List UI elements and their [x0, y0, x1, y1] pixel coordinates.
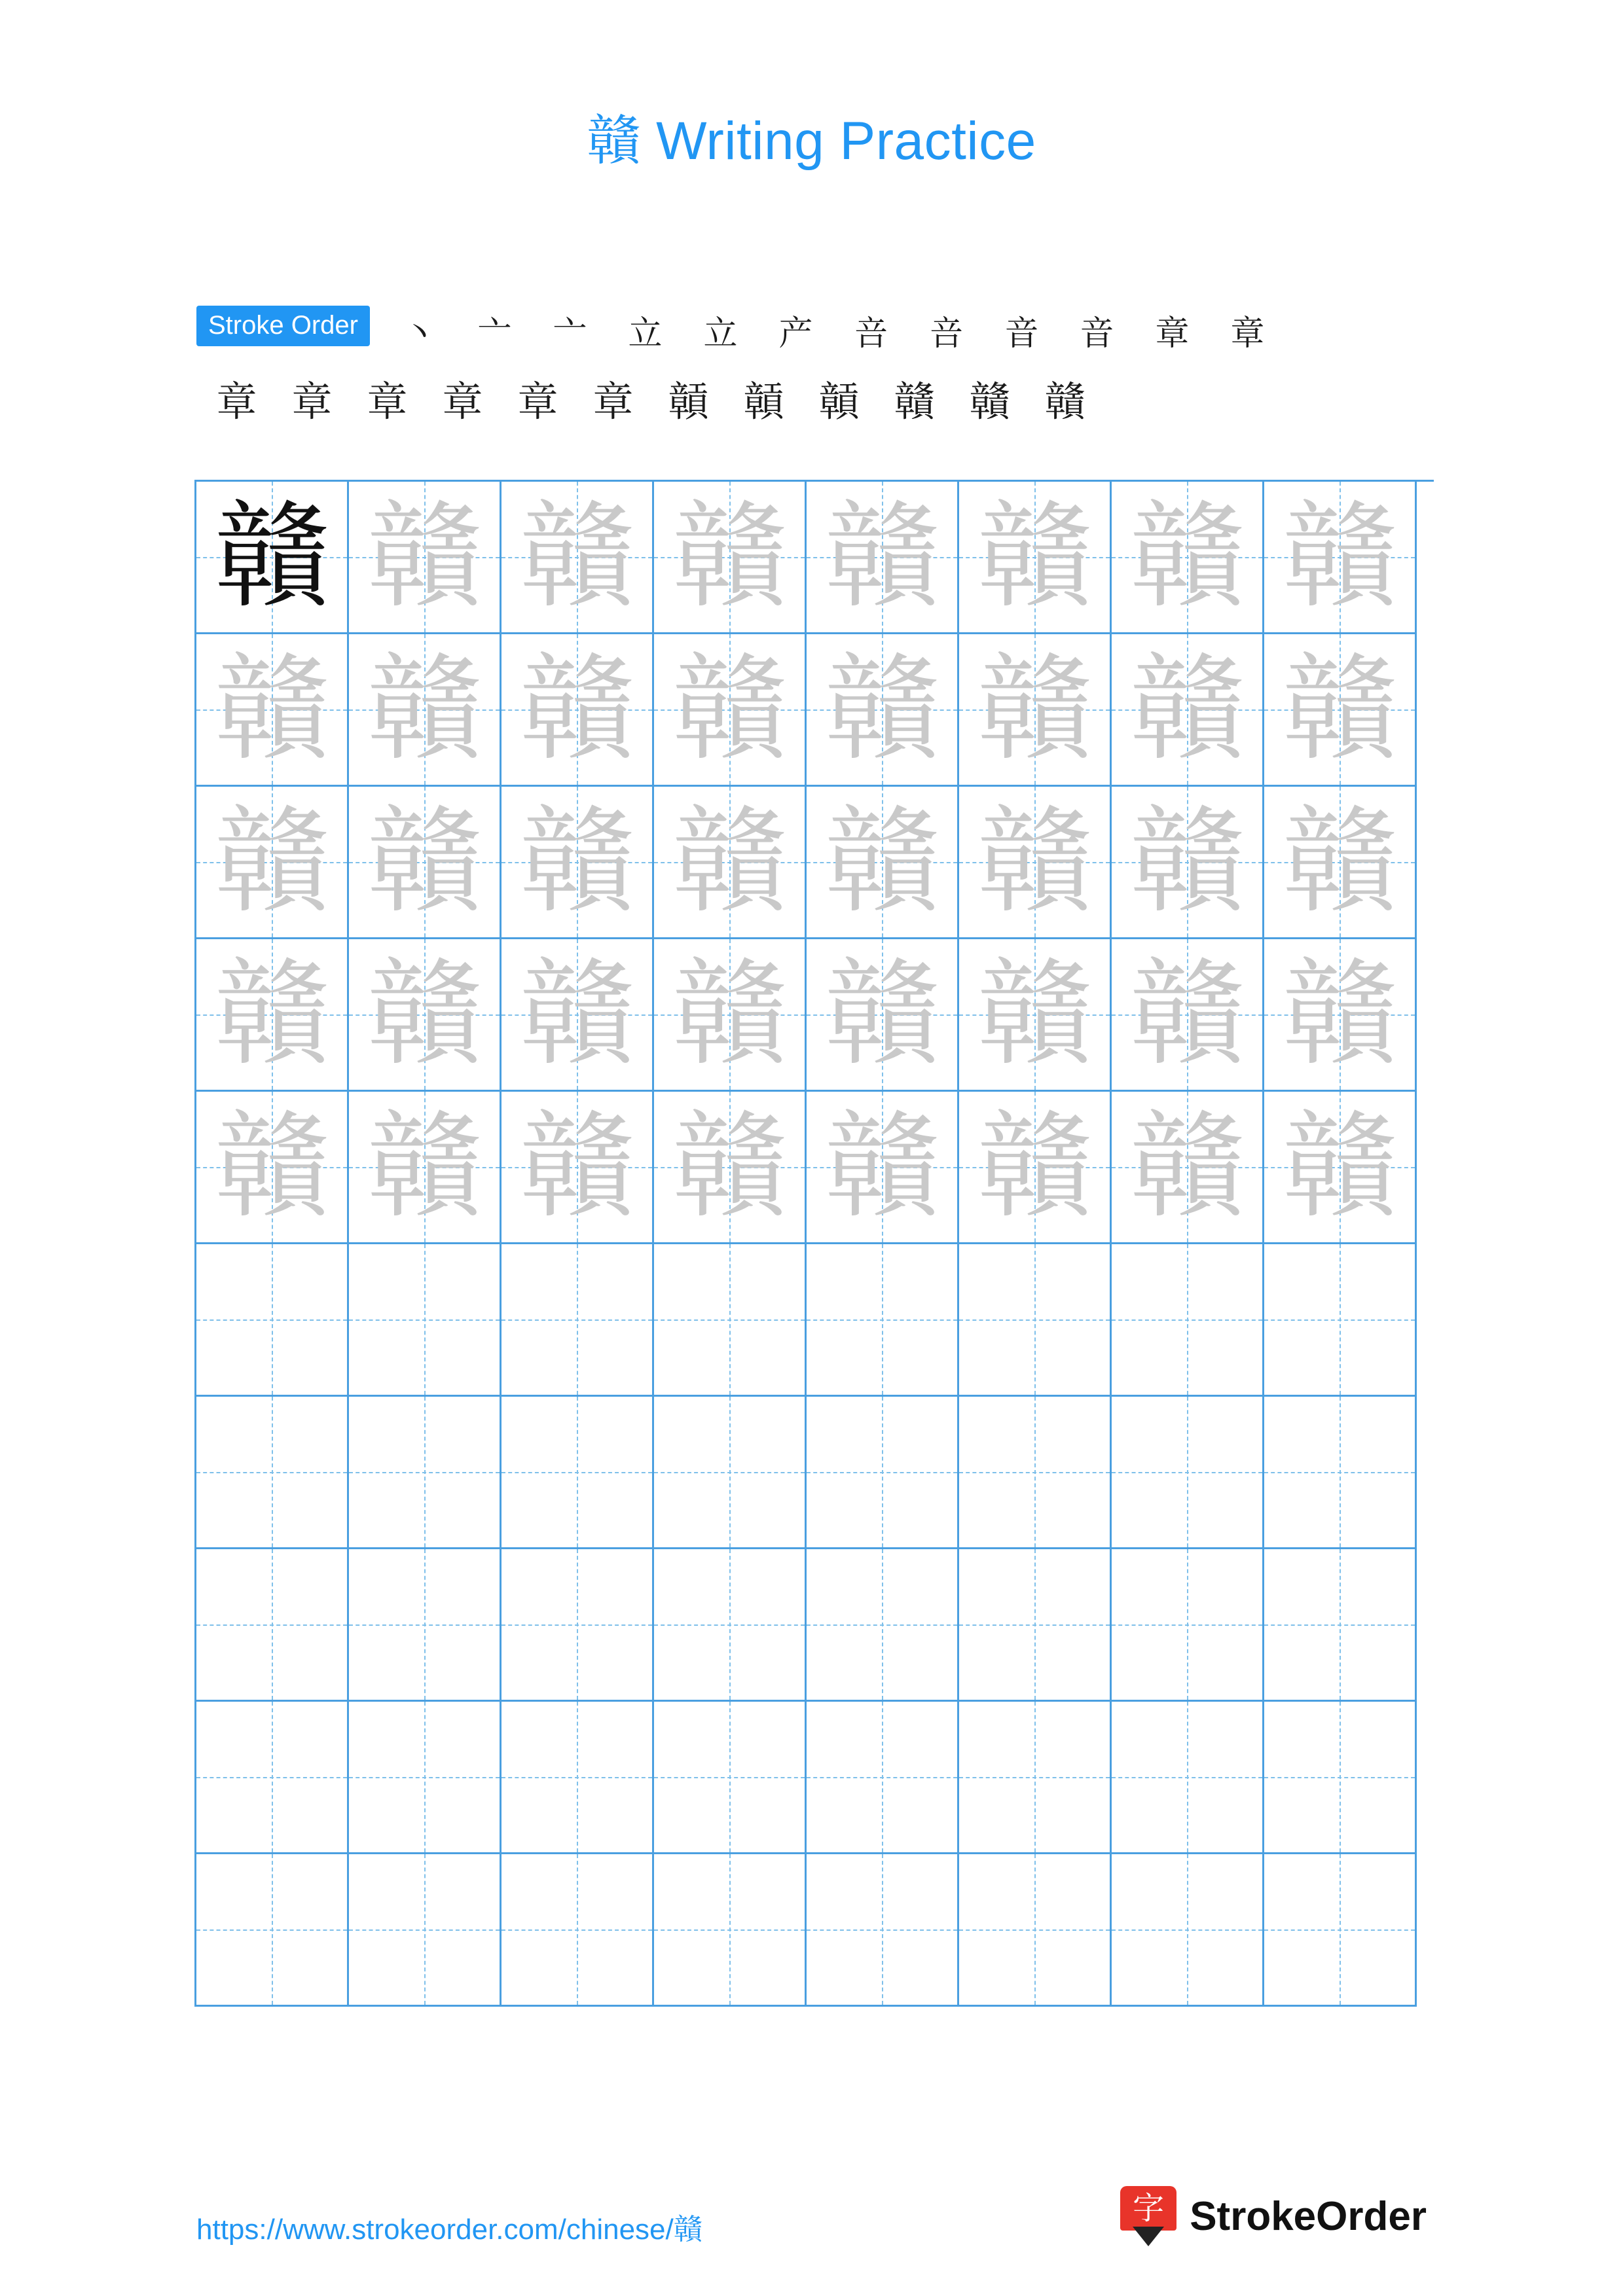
practice-row	[196, 939, 1434, 1092]
practice-cell[interactable]	[807, 1397, 959, 1549]
practice-cell[interactable]	[807, 1702, 959, 1854]
stroke-order-steps-first-line	[382, 298, 1285, 370]
practice-cell[interactable]	[654, 482, 807, 634]
tracing-character: 贛	[214, 795, 329, 929]
practice-cell[interactable]	[1112, 482, 1264, 634]
practice-cell[interactable]	[1112, 634, 1264, 787]
practice-cell[interactable]	[349, 1244, 501, 1397]
practice-cell[interactable]	[959, 1397, 1112, 1549]
tracing-character: 贛	[1282, 643, 1397, 776]
tracing-character: 贛	[824, 948, 939, 1081]
practice-cell[interactable]	[807, 1092, 959, 1244]
brand-icon-character: 字	[1133, 2190, 1165, 2227]
stroke-step: 贛	[894, 378, 935, 425]
tracing-character: 贛	[977, 1100, 1092, 1234]
practice-cell[interactable]	[196, 787, 349, 939]
tracing-character: 贛	[977, 948, 1092, 1081]
practice-cell[interactable]	[959, 1244, 1112, 1397]
tracing-character: 贛	[1129, 490, 1245, 624]
tracing-character: 贛	[519, 795, 634, 929]
practice-cell[interactable]	[196, 1854, 349, 2007]
stroke-step: 咅	[854, 314, 888, 353]
stroke-order-steps-second-line	[199, 366, 1440, 438]
tracing-character: 贛	[977, 490, 1092, 624]
practice-cell[interactable]	[349, 1549, 501, 1702]
practice-cell[interactable]	[1264, 787, 1417, 939]
practice-cell[interactable]	[1112, 939, 1264, 1092]
stroke-step: 立	[703, 314, 738, 353]
practice-cell[interactable]	[807, 1854, 959, 2007]
stroke-step: 章	[1230, 314, 1265, 353]
practice-cell[interactable]	[959, 634, 1112, 787]
practice-cell[interactable]	[501, 634, 654, 787]
stroke-step: 亠	[553, 314, 587, 353]
practice-cell[interactable]	[501, 1397, 654, 1549]
practice-cell[interactable]	[196, 1702, 349, 1854]
practice-cell[interactable]	[1264, 1092, 1417, 1244]
practice-cell[interactable]	[196, 634, 349, 787]
tracing-character: 贛	[672, 490, 787, 624]
practice-cell[interactable]	[807, 1244, 959, 1397]
practice-cell[interactable]	[959, 482, 1112, 634]
practice-cell[interactable]	[501, 1702, 654, 1854]
practice-cell[interactable]	[1264, 1854, 1417, 2007]
practice-cell[interactable]	[196, 1397, 349, 1549]
practice-row	[196, 787, 1434, 939]
practice-cell[interactable]	[196, 482, 349, 634]
stroke-step: 音	[1080, 314, 1114, 353]
practice-cell[interactable]	[1112, 787, 1264, 939]
practice-cell[interactable]	[196, 1244, 349, 1397]
tracing-character: 贛	[1129, 1100, 1245, 1234]
tracing-character: 贛	[367, 1100, 482, 1234]
tracing-character: 贛	[672, 948, 787, 1081]
practice-cell[interactable]	[1264, 939, 1417, 1092]
practice-cell[interactable]	[654, 1397, 807, 1549]
stroke-step: 章	[593, 378, 634, 425]
practice-cell[interactable]	[501, 787, 654, 939]
stroke-step: 立	[628, 314, 663, 353]
practice-cell[interactable]	[807, 939, 959, 1092]
practice-cell[interactable]	[654, 1244, 807, 1397]
tracing-character: 贛	[519, 643, 634, 776]
stroke-step: 咅	[929, 314, 964, 353]
practice-cell[interactable]	[196, 939, 349, 1092]
tracing-character: 贛	[1282, 490, 1397, 624]
practice-cell[interactable]	[654, 787, 807, 939]
tracing-character: 贛	[977, 795, 1092, 929]
practice-row	[196, 1397, 1434, 1549]
practice-cell[interactable]	[654, 634, 807, 787]
practice-cell[interactable]	[349, 939, 501, 1092]
practice-cell[interactable]	[959, 939, 1112, 1092]
practice-cell[interactable]	[1112, 1854, 1264, 2007]
stroke-step: 音	[1004, 314, 1039, 353]
practice-cell[interactable]	[501, 1092, 654, 1244]
tracing-character: 贛	[1282, 795, 1397, 929]
stroke-step: 贑	[743, 378, 784, 425]
stroke-step: 贑	[818, 378, 860, 425]
page-title-text: Writing Practice	[640, 111, 1036, 171]
practice-cell[interactable]	[196, 1549, 349, 1702]
stroke-step: 章	[367, 378, 408, 425]
stroke-step: 亠	[477, 314, 512, 353]
practice-cell[interactable]	[1264, 1549, 1417, 1702]
tracing-character: 贛	[1129, 643, 1245, 776]
tracing-character: 贛	[367, 643, 482, 776]
tracing-character: 贛	[1282, 1100, 1397, 1234]
practice-cell[interactable]	[196, 1092, 349, 1244]
practice-cell[interactable]	[807, 1549, 959, 1702]
tracing-character: 贛	[367, 795, 482, 929]
tracing-character: 贛	[824, 490, 939, 624]
practice-row	[196, 1244, 1434, 1397]
practice-cell[interactable]	[1264, 1397, 1417, 1549]
stroke-step: 产	[778, 314, 813, 353]
practice-cell[interactable]	[349, 1854, 501, 2007]
practice-cell[interactable]	[1112, 1397, 1264, 1549]
practice-cell[interactable]	[959, 1549, 1112, 1702]
practice-cell[interactable]	[349, 1397, 501, 1549]
practice-cell[interactable]	[1264, 482, 1417, 634]
tracing-character: 贛	[367, 948, 482, 1081]
practice-cell[interactable]	[501, 1549, 654, 1702]
page-title	[0, 98, 1623, 175]
practice-cell[interactable]	[501, 1854, 654, 2007]
strokeorder-icon	[1120, 2186, 1176, 2246]
stroke-step: 贛	[1044, 378, 1085, 425]
tracing-character: 贛	[214, 948, 329, 1081]
practice-cell[interactable]	[654, 1549, 807, 1702]
stroke-order-section	[196, 298, 1440, 438]
practice-cell[interactable]	[1264, 1244, 1417, 1397]
practice-cell[interactable]	[807, 787, 959, 939]
practice-cell[interactable]	[501, 939, 654, 1092]
practice-cell[interactable]	[959, 1702, 1112, 1854]
page-title-character: 贛	[587, 110, 641, 172]
stroke-order-badge: Stroke Order	[196, 306, 370, 346]
tracing-character: 贛	[672, 1100, 787, 1234]
practice-cell[interactable]	[807, 634, 959, 787]
tracing-character: 贛	[1282, 948, 1397, 1081]
tracing-character: 贛	[1129, 795, 1245, 929]
practice-cell[interactable]	[654, 939, 807, 1092]
practice-cell[interactable]	[654, 1854, 807, 2007]
practice-cell[interactable]	[959, 787, 1112, 939]
practice-cell[interactable]	[1112, 1702, 1264, 1854]
stroke-order-line-1	[196, 298, 1440, 370]
practice-cell[interactable]	[959, 1092, 1112, 1244]
tracing-character: 贛	[519, 490, 634, 624]
tracing-character: 贛	[519, 948, 634, 1081]
practice-row	[196, 1092, 1434, 1244]
stroke-step: 贛	[969, 378, 1010, 425]
stroke-step: 章	[291, 378, 333, 425]
stroke-step: 章	[442, 378, 483, 425]
tracing-character: 贛	[672, 643, 787, 776]
practice-cell[interactable]	[807, 482, 959, 634]
practice-cell[interactable]	[349, 634, 501, 787]
stroke-step: 章	[1155, 314, 1190, 353]
practice-cell[interactable]	[654, 1702, 807, 1854]
footer-url[interactable]: https://www.strokeorder.com/chinese/贛	[196, 2214, 702, 2246]
practice-cell[interactable]	[959, 1854, 1112, 2007]
tracing-character: 贛	[977, 643, 1092, 776]
tracing-character: 贛	[672, 795, 787, 929]
practice-cell[interactable]	[654, 1092, 807, 1244]
tracing-character: 贛	[519, 1100, 634, 1234]
practice-cell[interactable]	[1112, 1244, 1264, 1397]
practice-cell[interactable]	[501, 482, 654, 634]
practice-cell[interactable]	[349, 1702, 501, 1854]
stroke-step: 丶	[402, 314, 437, 353]
practice-cell[interactable]	[349, 1092, 501, 1244]
brand-logo	[1120, 2186, 1427, 2246]
practice-cell[interactable]	[1264, 1702, 1417, 1854]
practice-row	[196, 482, 1434, 634]
practice-cell[interactable]	[349, 787, 501, 939]
practice-cell[interactable]	[501, 1244, 654, 1397]
stroke-step: 章	[216, 378, 257, 425]
tracing-character: 贛	[824, 1100, 939, 1234]
tracing-character: 贛	[214, 643, 329, 776]
practice-cell[interactable]	[1112, 1092, 1264, 1244]
practice-grid	[194, 480, 1434, 2007]
tracing-character: 贛	[367, 490, 482, 624]
practice-row	[196, 1854, 1434, 2007]
tracing-character: 贛	[824, 643, 939, 776]
model-character: 贛	[214, 490, 329, 624]
practice-cell[interactable]	[1264, 634, 1417, 787]
tracing-character: 贛	[824, 795, 939, 929]
practice-row	[196, 1549, 1434, 1702]
practice-cell[interactable]	[1112, 1549, 1264, 1702]
stroke-step: 贑	[668, 378, 709, 425]
practice-cell[interactable]	[349, 482, 501, 634]
practice-row	[196, 1702, 1434, 1854]
tracing-character: 贛	[214, 1100, 329, 1234]
brand-name: StrokeOrder	[1190, 2193, 1427, 2239]
tracing-character: 贛	[1129, 948, 1245, 1081]
practice-row	[196, 634, 1434, 787]
stroke-step: 章	[517, 378, 558, 425]
